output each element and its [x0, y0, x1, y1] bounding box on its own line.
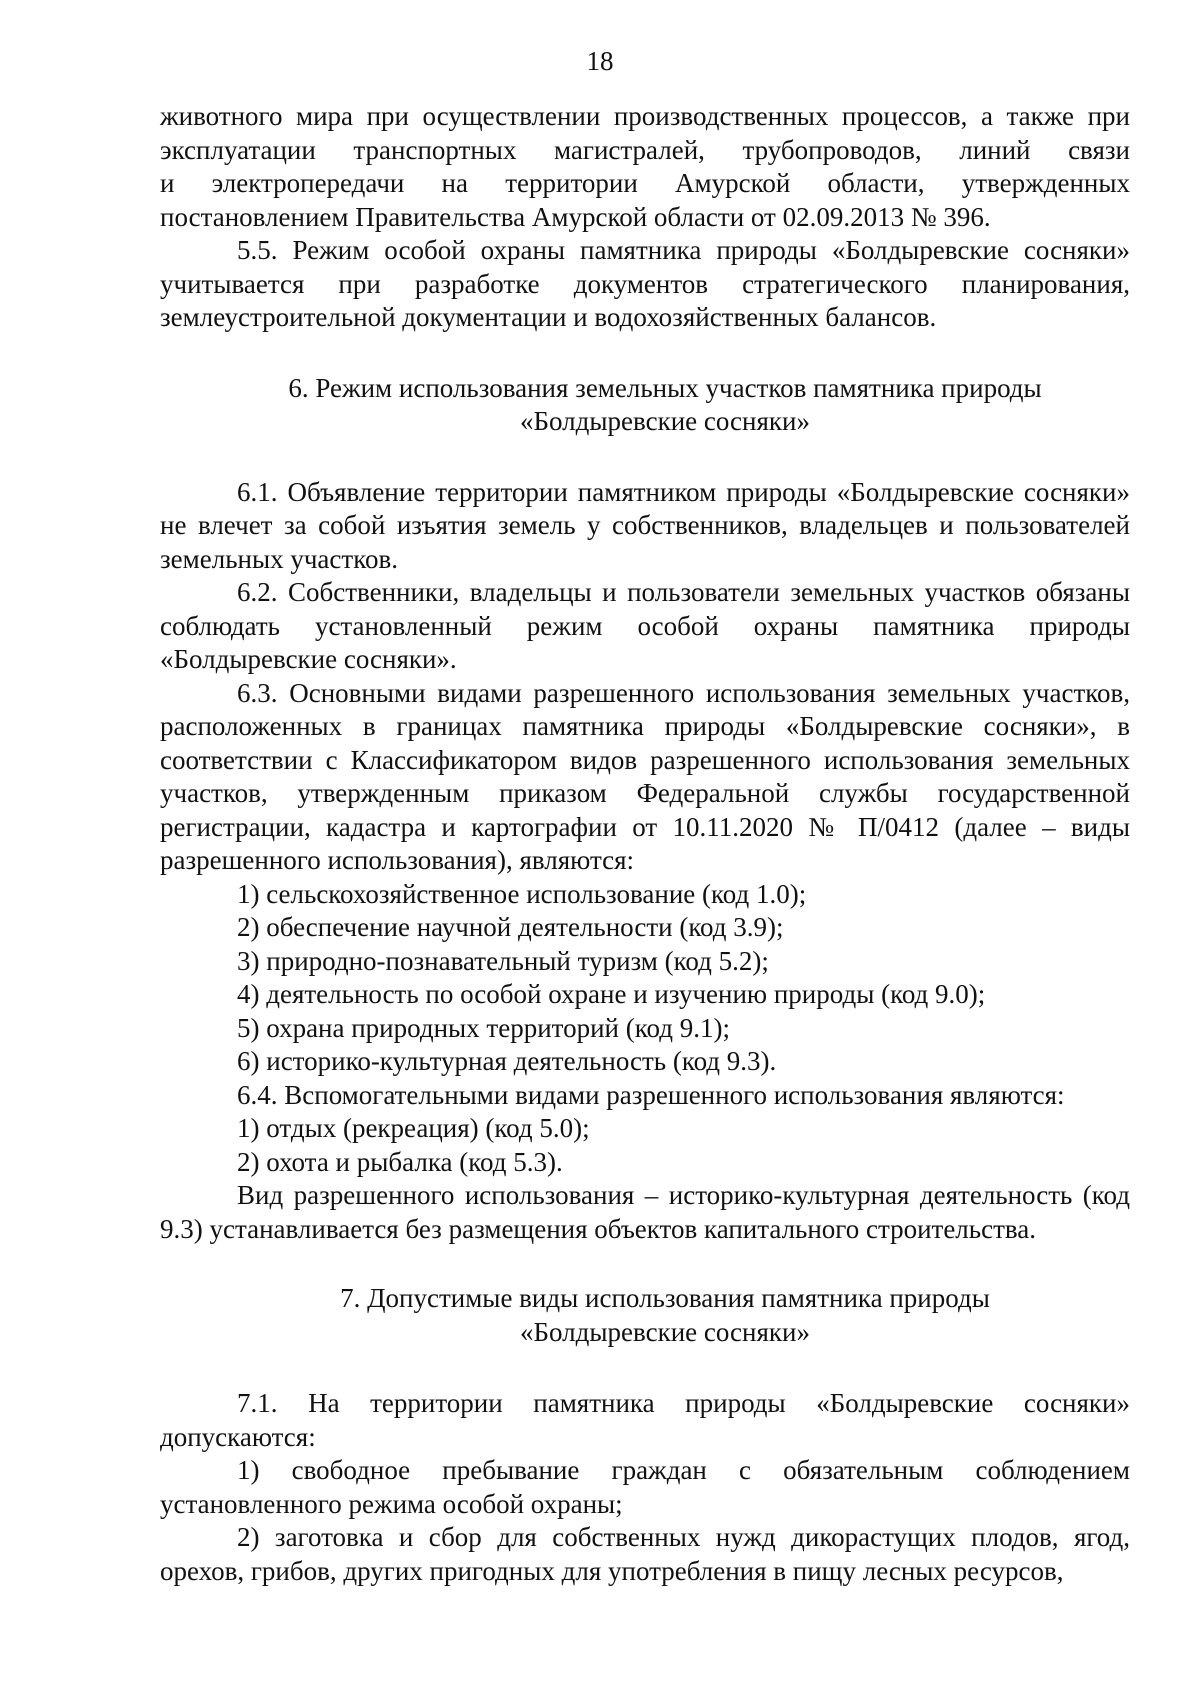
paragraph-6-2: 6.2. Собственники, владельцы и пользователи земельных участков обязаны соблюдать установленный режим особой охраны памятника природы «Болдыревские сосняки». — [160, 577, 1130, 674]
document-body — [160, 100, 1130, 1588]
continuation-line: и электропередачи на территории Амурской области, утвержденных — [160, 168, 1130, 198]
page-number: 18 — [586, 46, 614, 76]
section-heading-6-subtitle: «Болдыревские сосняки» — [520, 406, 810, 436]
paragraph-7-1: 7.1. На территории памятника природы «Болдыревские сосняки» допускаются: — [160, 1388, 1130, 1452]
section-heading-7: 7. Допустимые виды использования памятника природы — [340, 1283, 990, 1313]
section-heading-6: 6. Режим использования земельных участков памятника природы — [288, 372, 1042, 403]
paragraph-5-5: 5.5. Режим особой охраны памятника природы «Болдыревские сосняки» учитывается при разработке документов стратегического планирования, землеустроительной документации и водохозяйственных балансов. — [160, 235, 1130, 332]
list-item-6-4-1: 1) отдых (рекреация) (код 5.0); — [237, 1113, 590, 1143]
paragraph-6-4: 6.4. Вспомогательными видами разрешенного использования являются: — [237, 1079, 1065, 1110]
continuation-line: животного мира при осуществлении производственных процессов, а также при — [160, 101, 1130, 131]
continuation-line: постановлением Правительства Амурской области от 02.09.2013 № 396. — [160, 201, 991, 232]
list-item-6-3-5: 5) охрана природных территорий (код 9.1); — [237, 1012, 730, 1043]
paragraph-6-3: 6.3. Основными видами разрешенного использования земельных участков, расположенных в границах памятника природы «Болдыревские сосняки», в соответствии с Классификатором видов разрешенного использования земельных участков, утвержденным приказом Федеральной службы государственной регистрации, кадастра и картографии от 10.11.2020 № П/0412 (далее – виды разрешенного использования), являются: — [160, 677, 1130, 875]
list-item-6-3-6: 6) историко-культурная деятельность (код 9.3). — [237, 1046, 777, 1076]
paragraph-6-1: 6.1. Объявление территории памятником природы «Болдыревские сосняки» не влечет за собой изъятия земель у собственников, владельцев и пользователей земельных участков. — [160, 476, 1130, 574]
section-heading-7-subtitle: «Болдыревские сосняки» — [520, 1316, 810, 1347]
continuation-line: эксплуатации транспортных магистралей, трубопроводов, линий связи — [160, 134, 1130, 165]
list-item-6-3-1: 1) сельскохозяйственное использование (код 1.0); — [237, 878, 807, 909]
list-item-6-3-2: 2) обеспечение научной деятельности (код 3.9); — [237, 912, 784, 942]
paragraph-vid: Вид разрешенного использования – историко-культурная деятельность (код 9.3) устанавливается без размещения объектов капитального строительства. — [160, 1180, 1130, 1244]
list-item-6-3-3: 3) природно-познавательный туризм (код 5.2); — [237, 945, 769, 976]
list-item-6-3-4: 4) деятельность по особой охране и изучению природы (код 9.0); — [237, 979, 986, 1009]
paragraph-7-1-1: 1) свободное пребывание граждан с обязательным соблюдением установленного режима особой охраны; — [160, 1455, 1130, 1519]
paragraph-7-1-2: 2) заготовка и сбор для собственных нужд дикорастущих плодов, ягод, орехов, грибов, других пригодных для употребления в пищу лесных ресурсов, — [160, 1522, 1130, 1586]
list-item-6-4-2: 2) охота и рыбалка (код 5.3). — [237, 1146, 563, 1177]
